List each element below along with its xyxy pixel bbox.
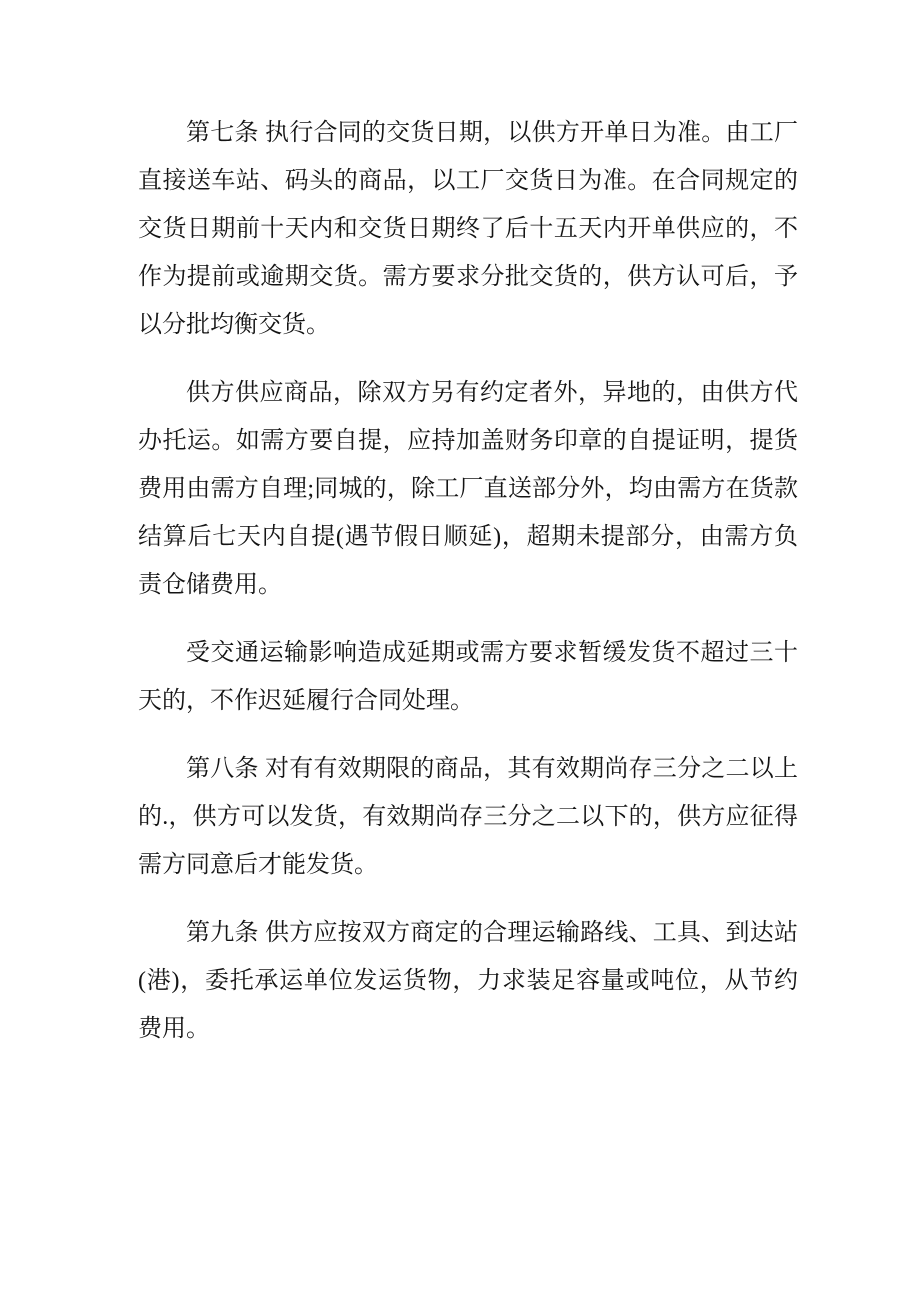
document-content (138, 109, 798, 1073)
paragraph-transport-delay: 受交通运输影响造成延期或需方要求暂缓发货不超过三十天的，不作迟延履行合同处理。 (138, 640, 798, 714)
paragraph-article-8: 第八条 对有有效期限的商品，其有效期尚存三分之二以上的.，供方可以发货，有效期尚存三分之二以下的，供方应征得需方同意后才能发货。 (138, 756, 798, 878)
paragraph-article-9: 第九条 供方应按双方商定的合理运输路线、工具、到达站(港)，委托承运单位发运货物，力求装足容量或吨位，从节约费用。 (138, 920, 798, 1042)
paragraph-article-7: 第七条 执行合同的交货日期，以供方开单日为准。由工厂直接送车站、码头的商品，以工厂交货日为准。在合同规定的交货日期前十天内和交货日期终了后十五天内开单供应的，不作为提前或逾期交货。需方要求分批交货的，供方认可后，予以分批均衡交货。 (138, 120, 798, 338)
paragraph-consignment-terms: 供方供应商品，除双方另有约定者外，异地的，由供方代办托运。如需方要自提，应持加盖财务印章的自提证明，提货费用由需方自理;同城的，除工厂直送部分外，均由需方在货款结算后七天内自提(遇节假日顺延)，超期未提部分，由需方负责仓储费用。 (138, 380, 798, 598)
